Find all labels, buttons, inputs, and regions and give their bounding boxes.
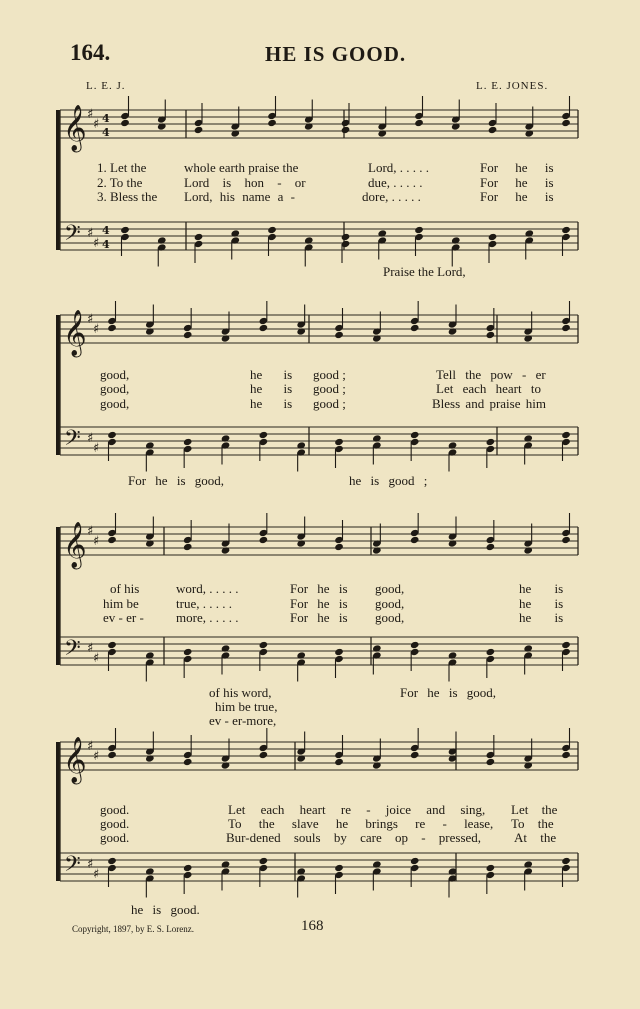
note-head (561, 536, 571, 544)
s4-v1-b: Let each heart re - joice and sing, (228, 802, 486, 817)
note-head (334, 758, 344, 766)
note-head (561, 324, 571, 332)
s3-v1-d: good, (375, 581, 405, 596)
sharp-sign: ♯ (93, 534, 100, 549)
note-head (488, 126, 498, 134)
note-head (183, 543, 193, 551)
treble-clef: 𝄞 (63, 522, 87, 568)
sharp-sign: ♯ (87, 641, 94, 656)
s1-v2-b: Lord is hon - or (184, 175, 306, 190)
sharp-sign: ♯ (87, 107, 94, 122)
note-head (486, 438, 496, 446)
s2-v1-a: good, (100, 367, 130, 382)
composer-credit: L. E. JONES. (476, 80, 549, 92)
note-head (341, 126, 351, 134)
note-head (561, 431, 571, 439)
hymn-title: HE IS GOOD. (265, 42, 407, 66)
sharp-sign: ♯ (93, 117, 100, 132)
note-head (410, 857, 420, 865)
sharp-sign: ♯ (87, 524, 94, 539)
bass-staff-1 (60, 222, 578, 250)
sharp-sign: ♯ (87, 312, 94, 327)
note-head (486, 758, 496, 766)
note-head (414, 119, 424, 127)
note-head (267, 119, 277, 127)
note-head (341, 233, 351, 241)
s3-v1-c: For he is (290, 581, 348, 596)
sharp-sign: ♯ (87, 857, 94, 872)
time-signature: 4 (102, 126, 110, 139)
note-head (259, 641, 269, 649)
s3-v3-b: more, . . . . . (176, 610, 239, 625)
sharp-sign: ♯ (93, 236, 100, 251)
s2-v2-d: Let each heart to (436, 381, 541, 396)
note-head (259, 324, 269, 332)
s1-v3-c: dore, . . . . . (362, 189, 421, 204)
s2-v2-c: good ; (313, 381, 346, 396)
s2-v3-c: good ; (313, 396, 346, 411)
bass-staff-4 (60, 853, 578, 881)
note-head (486, 864, 496, 872)
s2-v1-d: Tell the pow - er (436, 367, 546, 382)
note-head (410, 431, 420, 439)
treble-staff-4 (60, 742, 578, 770)
s3-v3-d: good, (375, 610, 405, 625)
note-head (107, 751, 117, 759)
sharp-sign: ♯ (93, 651, 100, 666)
s3-v2-d: good, (375, 596, 405, 611)
s4-v1-a: good. (100, 802, 130, 817)
s1-v3-b: Lord, his name a - (184, 189, 295, 204)
note-head (107, 641, 117, 649)
note-head (486, 331, 496, 339)
bass-staff-2 (60, 427, 578, 455)
s3-v1-b: word, . . . . . (176, 581, 239, 596)
note-head (334, 331, 344, 339)
treble-staff-2 (60, 315, 578, 343)
s1-v1-a: 1. Let the (97, 160, 147, 175)
note-head (410, 324, 420, 332)
note-head (414, 226, 424, 234)
note-head (107, 324, 117, 332)
note-head (183, 438, 193, 446)
s1-v1-c: Lord, . . . . . (368, 160, 430, 175)
s4-v3-a: good. (100, 830, 130, 845)
note-head (561, 857, 571, 865)
note-head (561, 751, 571, 759)
note-head (183, 864, 193, 872)
sharp-sign: ♯ (93, 867, 100, 882)
note-head (267, 226, 277, 234)
sharp-sign: ♯ (87, 226, 94, 241)
treble-staff-3 (60, 527, 578, 555)
note-head (120, 226, 130, 234)
sharp-sign: ♯ (87, 739, 94, 754)
s1-v1-b: whole earth praise the (184, 160, 299, 175)
note-head (120, 119, 130, 127)
s2-v1-b: he is (250, 367, 293, 382)
s4-v1-c: Let the (511, 802, 558, 817)
note-head (183, 331, 193, 339)
s4-v2-b: To the slave he brings re - lease, (228, 816, 494, 831)
s3-v2-c: For he is (290, 596, 348, 611)
copyright-notice: Copyright, 1897, by E. S. Lorenz. (72, 924, 194, 934)
s1-bass-lyric: Praise the Lord, (383, 264, 466, 279)
note-head (410, 751, 420, 759)
note-head (561, 641, 571, 649)
note-head (561, 226, 571, 234)
sharp-sign: ♯ (87, 431, 94, 446)
sharp-sign: ♯ (93, 749, 100, 764)
s1-v2-c: due, . . . . . (368, 175, 423, 190)
bass-staff-3 (60, 637, 578, 665)
note-head (259, 536, 269, 544)
note-head (194, 126, 204, 134)
s1-v2-a: 2. To the (97, 175, 143, 190)
s3-v3-e: he is (519, 610, 564, 625)
note-head (107, 536, 117, 544)
time-signature: 4 (102, 238, 110, 251)
note-head (259, 857, 269, 865)
bass-clef: 𝄢 (64, 426, 81, 456)
bass-clef: 𝄢 (64, 852, 81, 882)
note-head (410, 641, 420, 649)
hymn-number: 164. (70, 40, 111, 65)
note-head (334, 438, 344, 446)
treble-staff-1 (60, 110, 578, 138)
treble-clef: 𝄞 (63, 105, 87, 151)
s4-v2-c: To the (511, 816, 554, 831)
s3-bass-lyric-1: of his word, (209, 685, 272, 700)
note-head (334, 648, 344, 656)
note-head (410, 536, 420, 544)
s2-bass-lyric-2: he is good ; (349, 473, 428, 488)
s4-v2-a: good. (100, 816, 130, 831)
s2-v3-b: he is (250, 396, 293, 411)
note-head (107, 857, 117, 865)
note-head (183, 648, 193, 656)
s2-v1-c: good ; (313, 367, 346, 382)
s2-v3-a: good, (100, 396, 130, 411)
note-head (334, 864, 344, 872)
time-signature: 4 (102, 112, 110, 125)
note-head (561, 119, 571, 127)
s2-v3-d: Bless and praise him (432, 396, 546, 411)
treble-clef: 𝄞 (63, 310, 87, 356)
time-signature: 4 (102, 224, 110, 237)
s3-v2-a: him be (103, 596, 139, 611)
s3-v3-c: For he is (290, 610, 348, 625)
s3-v2-e: he is (519, 596, 564, 611)
s4-v3-c: At the (514, 830, 557, 845)
note-head (194, 233, 204, 241)
note-head (486, 648, 496, 656)
s3-v2-b: true, . . . . . (176, 596, 232, 611)
s1-v3-d: For he is (480, 189, 554, 204)
s2-v2-a: good, (100, 381, 130, 396)
s2-v2-b: he is (250, 381, 293, 396)
sharp-sign: ♯ (93, 441, 100, 456)
s4-v3-b: Bur-dened souls by care op - pressed, (226, 830, 482, 845)
lyricist-credit: L. E. J. (86, 80, 126, 92)
note-head (488, 233, 498, 241)
s1-v1-d: For he is (480, 160, 554, 175)
s1-v2-d: For he is (480, 175, 554, 190)
note-head (486, 543, 496, 551)
s3-v3-a: ev - er - (103, 610, 144, 625)
s3-v1-a: of his (110, 581, 140, 596)
s2-bass-lyric-1: For he is good, (128, 473, 224, 488)
note-head (259, 431, 269, 439)
s4-bass-lyric: he is good. (131, 902, 200, 917)
note-head (259, 751, 269, 759)
page-number: 168 (301, 918, 324, 934)
s1-v3-a: 3. Bless the (97, 189, 158, 204)
note-head (334, 543, 344, 551)
s3-bass-lyric-4: For he is good, (400, 685, 496, 700)
s3-bass-lyric-3: ev - er-more, (209, 713, 277, 728)
s3-bass-lyric-2: him be true, (215, 699, 278, 714)
bass-clef: 𝄢 (64, 221, 81, 251)
bass-clef: 𝄢 (64, 636, 81, 666)
sharp-sign: ♯ (93, 322, 100, 337)
note-head (107, 431, 117, 439)
s3-v1-e: he is (519, 581, 564, 596)
note-head (183, 758, 193, 766)
treble-clef: 𝄞 (63, 737, 87, 783)
